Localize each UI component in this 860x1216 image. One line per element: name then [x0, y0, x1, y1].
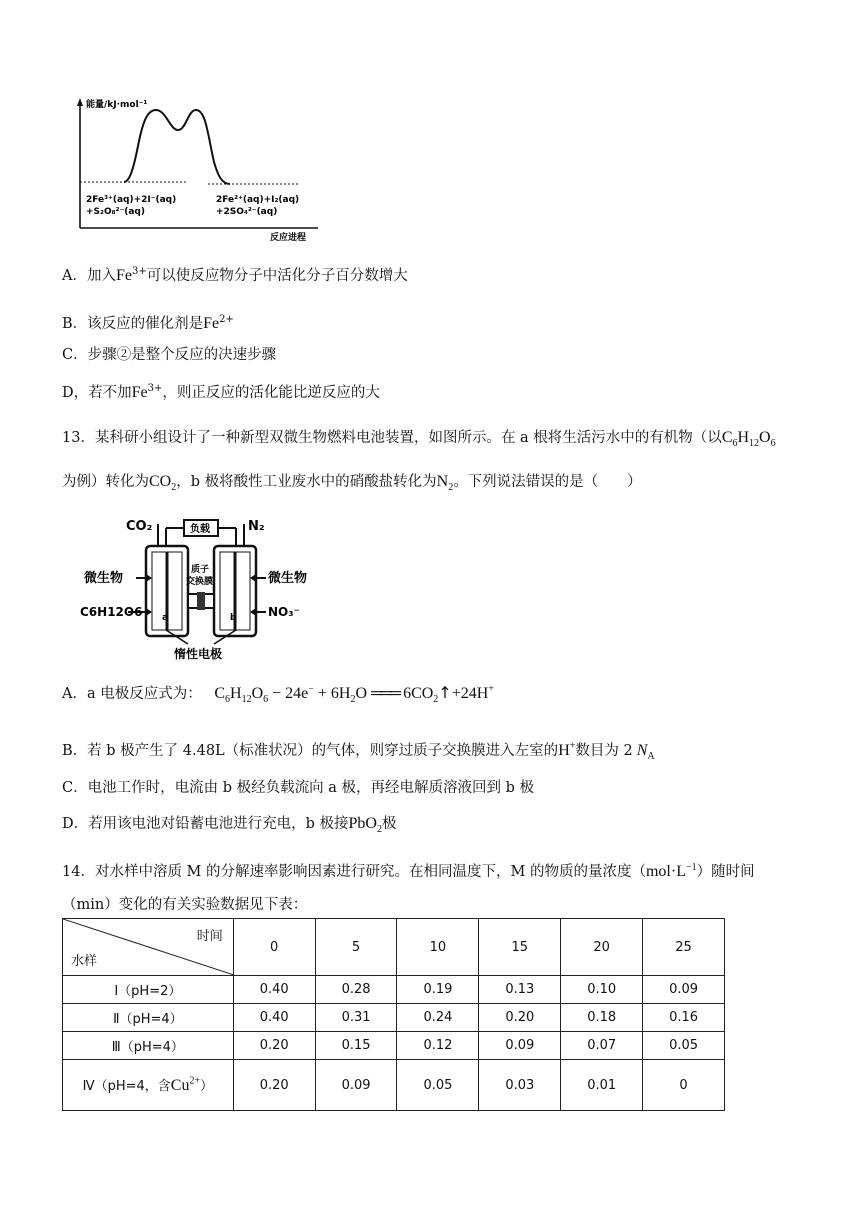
table-cell: 0.05 — [397, 1060, 479, 1111]
q13-stem-line2: 为例）转化为$CO_2$，b 极将酸性工业废水中的硝酸盐转化为$N_2$。下列说法错误的是（ ） — [62, 473, 642, 494]
time-header: 15 — [479, 919, 561, 976]
right-state-line1: 2Fe²⁺(aq)+I₂(aq) — [216, 195, 300, 205]
row-label: Ⅲ（pH=4） — [63, 1032, 234, 1060]
n2-label: N₂ — [248, 519, 265, 534]
table-cell: 0.16 — [643, 1004, 725, 1032]
co2-label: CO₂ — [126, 519, 153, 534]
table-row — [63, 1004, 725, 1032]
table-cell: 0.19 — [397, 976, 479, 1004]
row-label: Ⅱ（pH=4） — [63, 1004, 234, 1032]
membrane-label-1: 质子 — [191, 565, 210, 575]
q13-option-b: B．若 b 极产生了 4.48L（标准状况）的气体，则穿过质子交换膜进入左室的H+数目为 2 $N_A$ — [62, 740, 655, 763]
table-cell: 0.12 — [397, 1032, 479, 1060]
table-cell: 0.10 — [561, 976, 643, 1004]
table-cell: 0.13 — [479, 976, 561, 1004]
reaction-progress-label: 反应进程 — [270, 233, 307, 243]
q13-option-d: D．若用该电池对铅蓄电池进行充电，b 极接PbO$_2$极 — [62, 815, 397, 836]
q13-option-a: A．a 电极反应式为： $C_6H_{12}O_6 - 24e^- + 6H_2O$ ═══ $6CO_2↑+24H^+$ — [62, 683, 494, 706]
table-corner-cell — [63, 919, 234, 976]
table-cell: 0.09 — [479, 1032, 561, 1060]
table-cell: 0.31 — [315, 1004, 397, 1032]
q14-data-table — [62, 918, 725, 1111]
table-cell: 0.20 — [233, 1032, 315, 1060]
q14-stem-line1: 14．对水样中溶质 M 的分解速率影响因素进行研究。在相同温度下，M 的物质的量浓度$(mol\cdot L^{-1})$随时间 — [62, 862, 755, 880]
inert-electrode-label: 惰性电极 — [174, 647, 223, 661]
table-cell: 0.09 — [315, 1060, 397, 1111]
table-cell: 0.20 — [233, 1060, 315, 1111]
microbe-right-label: 微生物 — [268, 571, 308, 586]
q12-option-a: A．加入$Fe^{3+}$可以使反应物分子中活化分子百分数增大 — [62, 266, 408, 284]
table-cell: 0.18 — [561, 1004, 643, 1032]
table-cell: 0.20 — [479, 1004, 561, 1032]
table-cell: 0.15 — [315, 1032, 397, 1060]
electrode-b-label: b — [230, 613, 237, 623]
membrane-label-2: 交换膜 — [186, 577, 214, 587]
table-cell: 0 — [643, 1060, 725, 1111]
table-row — [63, 1032, 725, 1060]
q13-option-c: C．电池工作时，电流由 b 极经负载流向 a 极，再经电解质溶液回到 b 极 — [62, 780, 534, 796]
load-label: 负载 — [190, 524, 210, 535]
q12-option-d: D，若不加$Fe^{3+}$，则正反应的活化能比逆反应的大 — [62, 383, 380, 401]
table-row — [63, 1060, 725, 1111]
energy-profile-figure — [68, 96, 338, 244]
time-header: 25 — [643, 919, 725, 976]
corner-sample-label: 水样 — [71, 954, 98, 969]
q12-option-b: B．该反应的催化剂是$Fe^{2+}$ — [62, 314, 234, 332]
left-state-line1: 2Fe³⁺(aq)+2I⁻(aq) — [86, 195, 177, 205]
table-cell: 0.40 — [233, 1004, 315, 1032]
right-state-line2: +2SO₄²⁻(aq) — [216, 207, 278, 217]
row-label: Ⅰ（pH=2） — [63, 976, 234, 1004]
table-cell: 0.28 — [315, 976, 397, 1004]
table-cell: 0.01 — [561, 1060, 643, 1111]
table-cell: 0.09 — [643, 976, 725, 1004]
time-header: 10 — [397, 919, 479, 976]
table-cell: 0.07 — [561, 1032, 643, 1060]
row-label: Ⅳ（pH=4，含$Cu^{2+}$） — [63, 1060, 234, 1111]
electrode-a-label: a — [162, 613, 169, 623]
q13-stem-line1: 13．某科研小组设计了一种新型双微生物燃料电池装置，如图所示。在 a 根将生活污水中的有机物（以$C_6H_{12}O_6$ — [62, 429, 776, 450]
corner-time-label: 时间 — [196, 929, 223, 944]
table-cell: 0.03 — [479, 1060, 561, 1111]
table-cell: 0.40 — [233, 976, 315, 1004]
glucose-label: C6H12O6 — [80, 605, 143, 619]
table-header-row — [63, 919, 725, 976]
q12-option-c: C．步骤②是整个反应的决速步骤 — [62, 347, 277, 363]
energy-axis-label: 能量/kJ·mol⁻¹ — [86, 100, 148, 110]
q14-stem-line2: （min）变化的有关实验数据见下表： — [62, 897, 308, 913]
table-cell: 0.24 — [397, 1004, 479, 1032]
left-state-line2: +S₂O₈²⁻(aq) — [86, 207, 145, 217]
time-header: 5 — [315, 919, 397, 976]
fuel-cell-figure — [80, 516, 320, 662]
time-header: 20 — [561, 919, 643, 976]
time-header: 0 — [233, 919, 315, 976]
table-cell: 0.05 — [643, 1032, 725, 1060]
microbe-left-label: 微生物 — [84, 571, 124, 586]
nitrate-label: NO₃⁻ — [268, 605, 300, 619]
table-row — [63, 976, 725, 1004]
